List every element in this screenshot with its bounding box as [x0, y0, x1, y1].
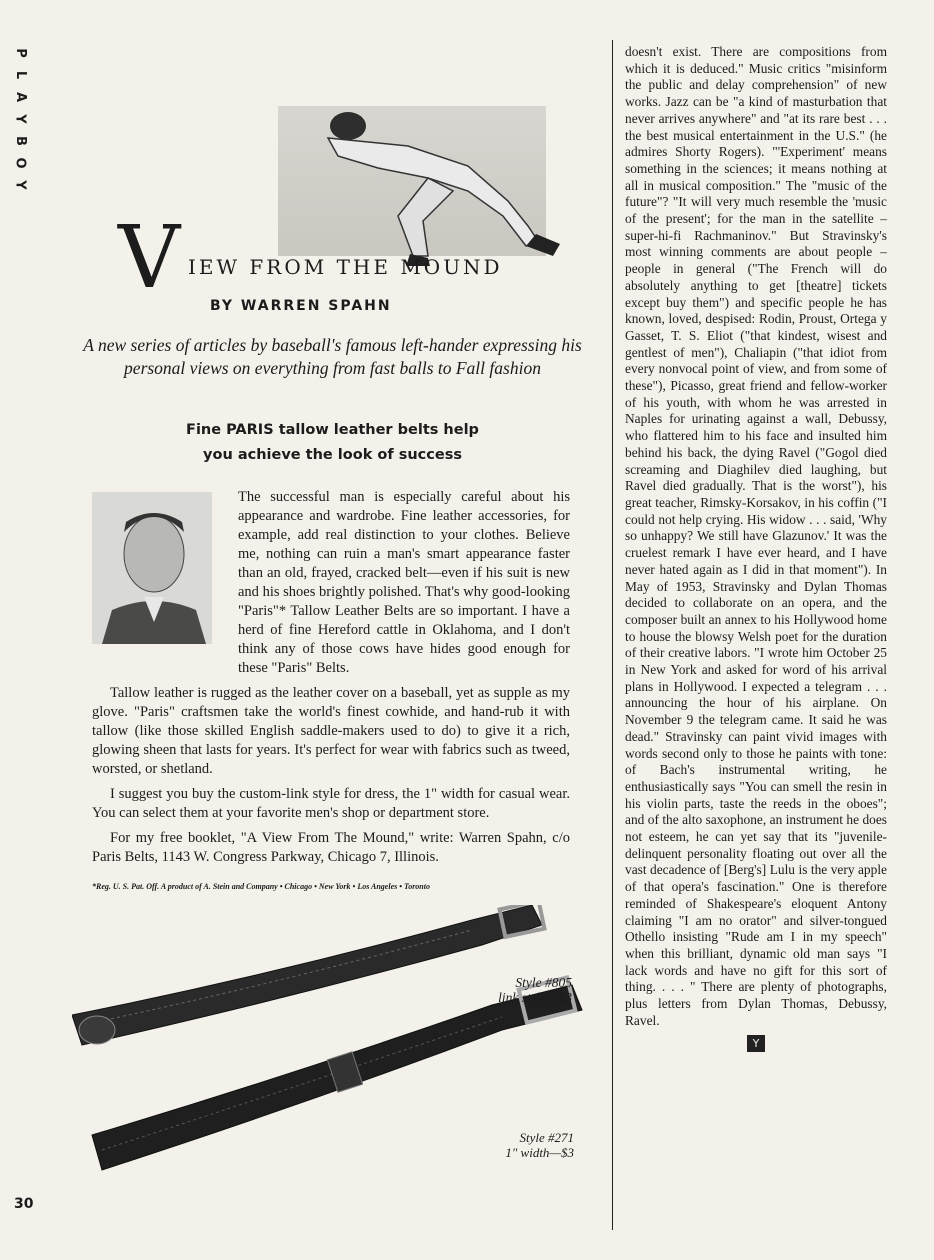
logo-letter: O	[13, 157, 28, 169]
body-paragraph: Tallow leather is rugged as the leather cover on a baseball, yet as supple as my glove. "Paris" craftsmen take the world's finest cowhide, and hand-rub it with tallow (like those skilled English saddle-makers used to do) to give it a rich, glowing sheen that lasts for years. It's perfect for wear with fabrics such as tweed, worsted, or shetland.	[92, 685, 570, 777]
headline-text: IEW FROM THE MOUND	[188, 255, 503, 279]
byline: BY WARREN SPAHN	[210, 298, 392, 314]
body-paragraph: The successful man is especially careful about his appearance and wardrobe. Fine leather accessories, for example, add real distinction to your clothes. Believe me, nothing can ruin a man's smart appearance faster than an old, frayed, cracked belt—even if his suit is new and his shoes brightly polished. That's why good-looking "Paris"* Tallow Leather Belts are so important. I have a herd of fine Hereford cattle in Oklahoma, and I don't think any of those cows have hides good enough for these "Paris" Belts.	[238, 489, 570, 676]
logo-letter: Y	[12, 180, 28, 190]
review-column	[625, 44, 887, 1052]
caption-line: link style—$3	[498, 990, 572, 1005]
logo-letter: B	[12, 136, 28, 146]
logo-letter: A	[13, 91, 28, 103]
ad-subhead	[110, 418, 555, 468]
subhead-line: you achieve the look of success	[203, 447, 462, 463]
body-paragraph: I suggest you buy the custom-link style for dress, the 1" width for casual wear. You can select them at your favorite men's shop or department store.	[92, 786, 570, 821]
logo-letter: P	[13, 48, 28, 58]
magazine-name-vertical	[8, 42, 32, 196]
portrait-spacer	[92, 488, 238, 660]
ad-body	[92, 488, 570, 873]
belt1-caption	[486, 975, 572, 1005]
end-mark-icon: Y	[747, 1035, 765, 1052]
trademark-footnote: *Reg. U. S. Pat. Off. A product of A. Stein and Company • Chicago • New York • Los Angeles • Toronto	[92, 882, 430, 891]
headline-initial: V	[118, 208, 181, 308]
review-text: doesn't exist. There are compositions from which it is deduced." Music critics "misinform the public and delay comprehension" of new works. Jazz can be "a kind of masturbation that never arrives anywhere" and "at its rare best . . . the best musical entertainment in the U.S." (he admires Shorty Rogers). "'Experiment' means something in the sciences; it means nothing at all in musical composition." The "music of the future"? "It will very much resemble the 'music of the present'; for the man in the satellite – super-hi-fi Rachmaninov." But Stravinsky's most winning comments are about people – people in general ("The French will do absolutely anything to get [theatre] tickets except buy them") and specific people he has known, loved, despised: Rodin, Proust, Ortega y Gasset, T. S. Eliot ("that kindest, wisest and gentlest of men"), Chaliapin ("that idiot from every nonvocal point of view, and from some of these"), Picasso, great friend and fellow-worker of his youth, with whom he was arrested in Naples for urinating against a wall, Debussy, who flattered him to his face and insulted him behind his back, the dying Ravel ("Gogol died screaming and Diaghilev died laughing, but Ravel died gradually. That is the worst"), his great teacher, Rimsky-Korsakov, in his coffin ("I could not help crying. His widow . . . said, 'Why so unhappy? We still have Glazunov.' It was the cruelest remark I have ever heard, and I have never hated again as I did in that moment"). In May of 1953, Stravinsky and Dylan Thomas decided to collaborate on an opera, and the composer built an annex to his Hollywood home to house the blowsy Welsh poet for the duration of their creative labors. "I wrote him October 25 in New York and asked for word of his arrival plans in Hollywood. I expected a telegram . . . announcing the hour of his airplane. On November 9 the telegram came. It said he was dead." Stravinsky can paint vivid images with words second only to those he paints with tone: of Bach's instrumental writing, he enthusiastically says "You can smell the resin in his violin parts, taste the reeds in the oboes"; and of the alto saxophone, an instrument he does not esteem, he can yet say that its "juvenile-delinquent personality floating out over all the vast decadence of [Berg's] Lulu is the very apple of that opera's fascination." One is therefore reminded of Shakespeare's eloquent Antony claiming "I am no orator" and silver-tongued Othello insisting "Rude am I in my speech" when this brilliant, dynamic old man says "I lack words and have no gift for this sort of thing. . . . " There are plenty of photographs, plus letters from Dylan Thomas, Debussy, Ravel.	[625, 44, 887, 1028]
logo-letter: L	[12, 70, 28, 80]
caption-line: Style #805	[515, 975, 572, 990]
caption-line: 1" width—$3	[505, 1145, 574, 1160]
page-number: 30	[14, 1196, 34, 1212]
belt2-caption	[488, 1130, 574, 1160]
body-paragraph: For my free booklet, "A View From The Mound," write: Warren Spahn, c/o Paris Belts, 1143 W. Congress Parkway, Chicago 7, Illinois.	[92, 830, 570, 865]
article-deck: A new series of articles by baseball's famous left-hander expressing his personal views on everything from fast balls to Fall fashion	[83, 335, 582, 378]
column-divider	[612, 40, 613, 1230]
subhead-line: Fine PARIS tallow leather belts help	[186, 422, 479, 438]
logo-letter: Y	[12, 114, 28, 124]
caption-line: Style #271	[519, 1130, 574, 1145]
